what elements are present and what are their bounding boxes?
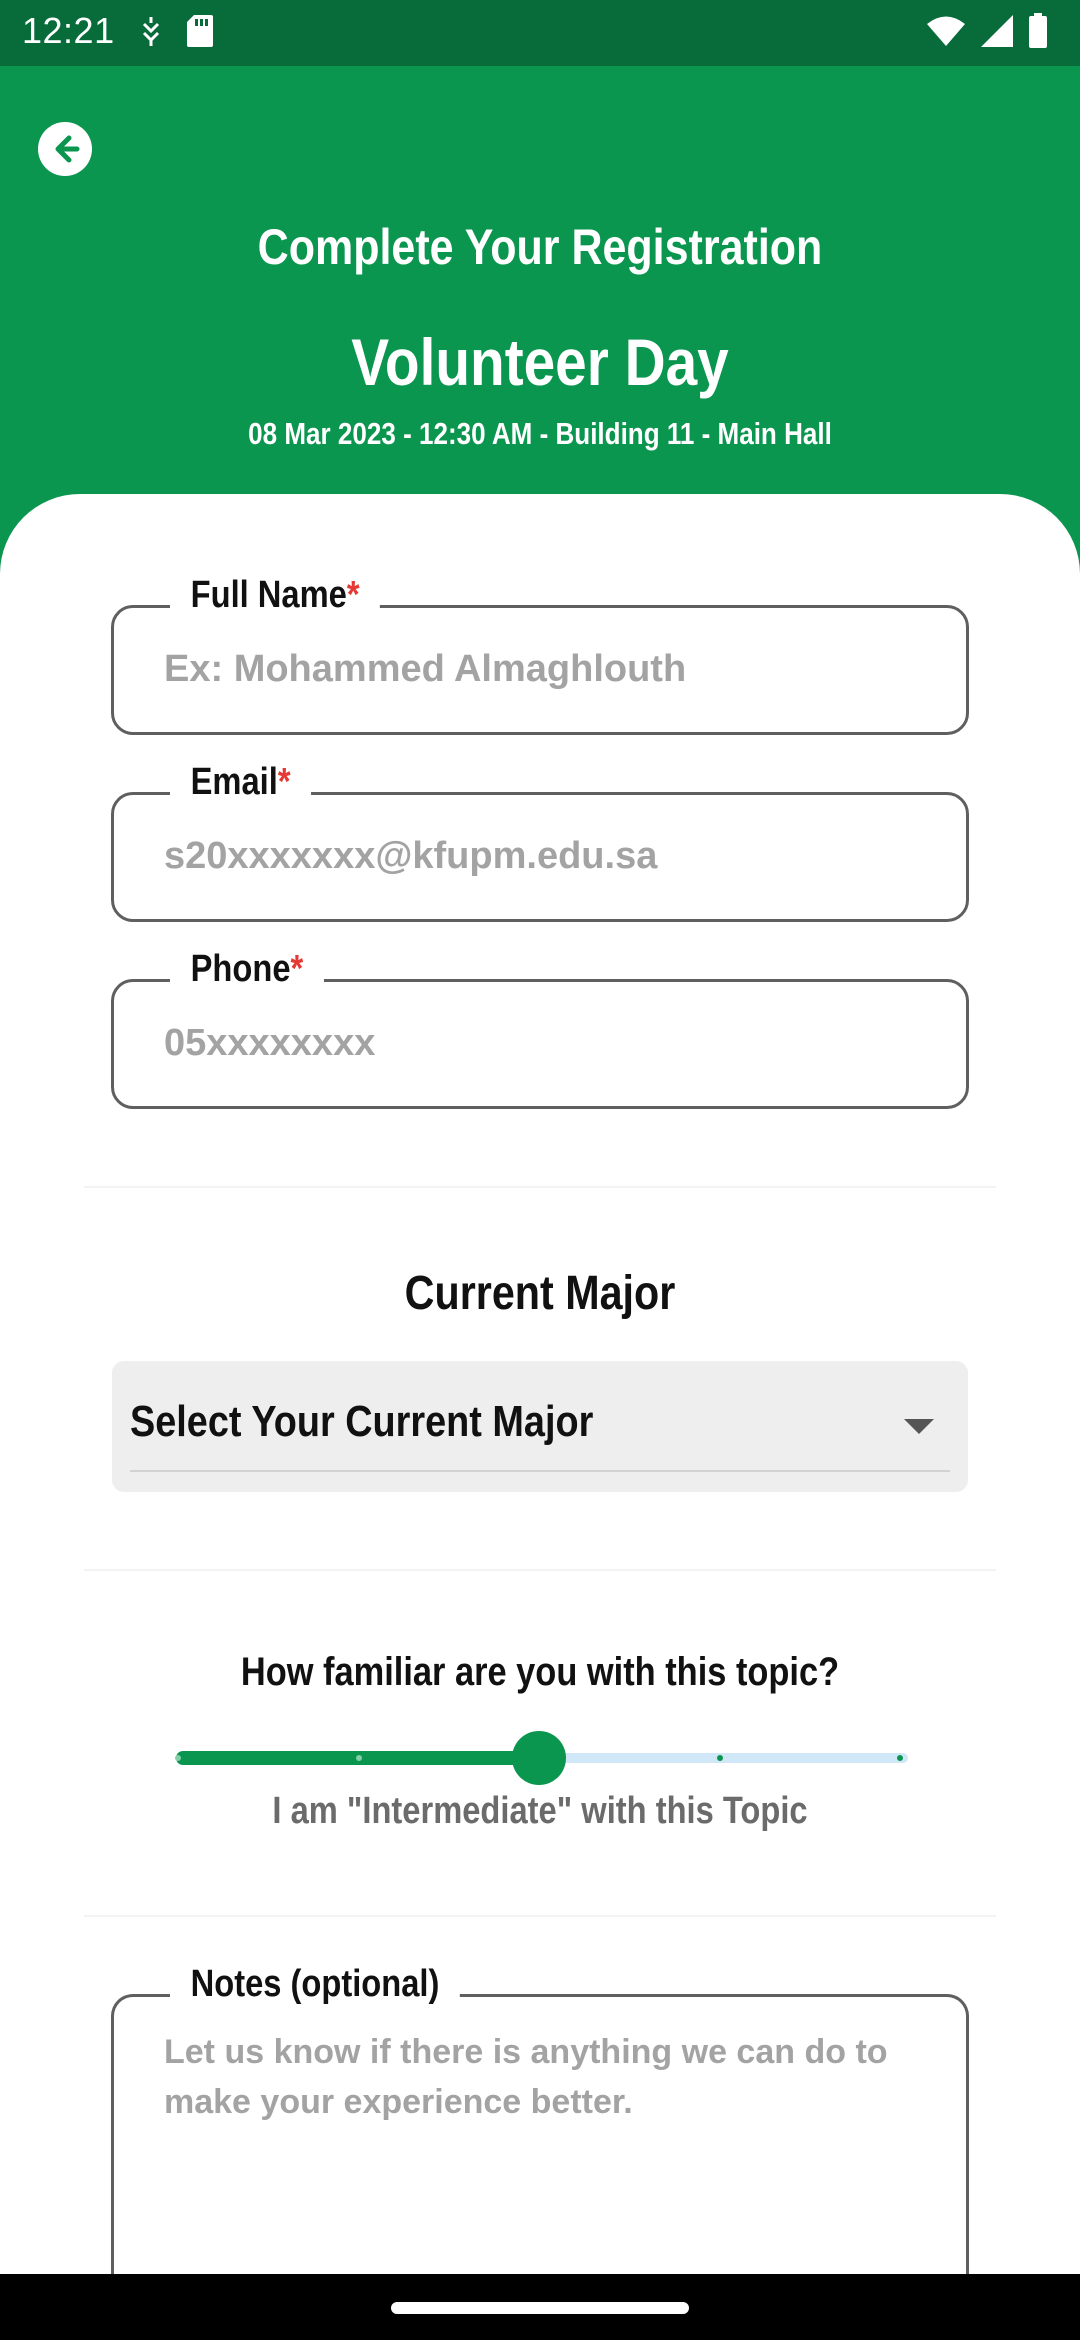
status-time: 12:21: [22, 10, 115, 51]
required-marker: *: [346, 574, 360, 616]
slider-tick: [897, 1755, 903, 1761]
sd-card-icon: [186, 14, 214, 53]
email-field: [111, 761, 969, 922]
full-name-input[interactable]: [164, 636, 924, 702]
back-button[interactable]: [38, 122, 92, 176]
event-name: Volunteer Day: [351, 325, 729, 399]
slider-tick: [717, 1755, 723, 1761]
required-marker: *: [290, 948, 304, 990]
divider: [84, 1186, 996, 1188]
dropdown-underline: [130, 1470, 950, 1472]
arrow-left-circle-icon: [47, 131, 83, 167]
wifi-icon: [926, 15, 966, 52]
phone-input[interactable]: [164, 1010, 924, 1076]
full-name-field: [111, 574, 969, 735]
email-label: Email*: [170, 761, 311, 804]
full-name-label: Full Name*: [170, 574, 380, 617]
status-notification-icons: [138, 14, 214, 52]
slider-tick: [356, 1755, 362, 1761]
battery-icon: [1028, 13, 1048, 54]
familiarity-slider[interactable]: [168, 1730, 908, 1786]
email-input[interactable]: [164, 823, 924, 889]
slider-tick: [175, 1755, 181, 1761]
major-section-title: Current Major: [404, 1267, 676, 1320]
major-dropdown[interactable]: [112, 1361, 968, 1492]
page-title: Complete Your Registration: [257, 219, 823, 275]
major-dropdown-value: Select Your Current Major: [130, 1397, 594, 1446]
phone-label: Phone*: [170, 948, 324, 991]
caret-down-icon: [904, 1419, 934, 1440]
data-saver-icon: [138, 15, 164, 52]
required-marker: *: [277, 761, 291, 803]
divider: [84, 1569, 996, 1571]
familiarity-question: How familiar are you with this topic?: [240, 1650, 840, 1694]
status-bar: [0, 0, 1080, 66]
event-details: 08 Mar 2023 - 12:30 AM - Building 11 - Main Hall: [248, 416, 832, 451]
cellular-signal-icon: [980, 14, 1014, 53]
notes-field: [111, 1963, 969, 2314]
familiarity-level-caption: I am "Intermediate" with this Topic: [272, 1790, 808, 1832]
phone-field: [111, 948, 969, 1109]
status-system-icons: [926, 14, 1048, 52]
notes-input[interactable]: [164, 2027, 924, 2277]
slider-thumb[interactable]: [512, 1731, 566, 1785]
divider: [84, 1915, 996, 1917]
notes-label: Notes (optional): [170, 1963, 460, 2006]
navigation-bar: [0, 2274, 1080, 2340]
home-gesture-handle[interactable]: [391, 2302, 689, 2314]
